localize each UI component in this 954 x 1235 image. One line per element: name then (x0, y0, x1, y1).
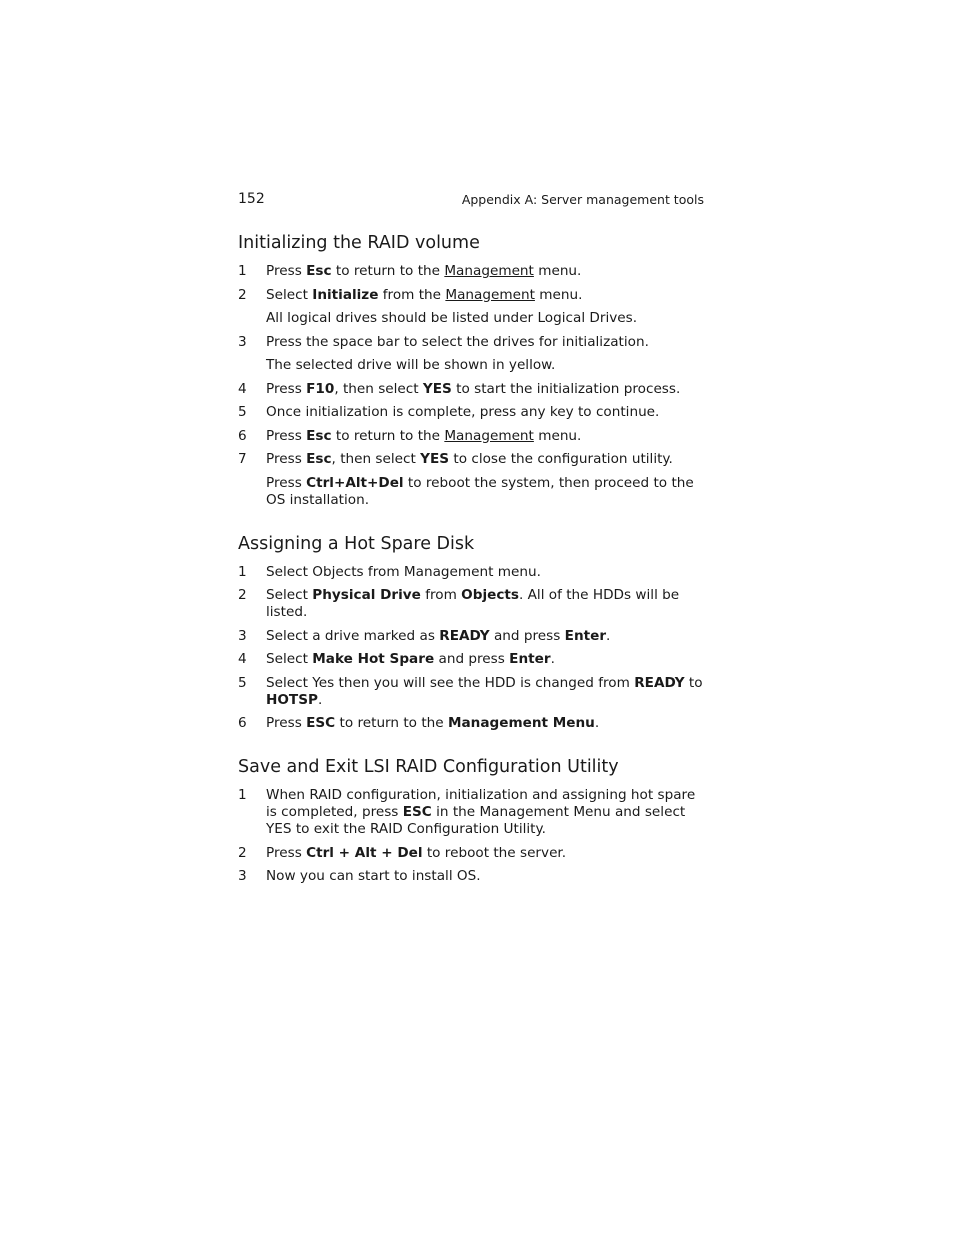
step-text: Select (266, 651, 313, 667)
step-text: All logical drives should be listed under Logical Drives. (266, 310, 638, 326)
menu-reference: Management (445, 286, 535, 303)
step-text: , then select (331, 451, 421, 467)
step-number: 2 (238, 587, 247, 603)
step-item (238, 263, 708, 280)
step-text: Press (266, 474, 307, 491)
step-item (238, 428, 708, 445)
step-text: . (550, 651, 555, 667)
section-initializing-raid (238, 232, 708, 509)
step-text: to return to the (331, 427, 445, 444)
step-item (238, 564, 708, 581)
step-text: menu. (533, 263, 582, 279)
step-text: , then select (334, 380, 423, 397)
key-term: Enter (509, 651, 551, 667)
step-note (238, 310, 708, 327)
step-number: 4 (238, 651, 247, 667)
running-header (238, 190, 708, 210)
key-term: ESC (306, 715, 336, 731)
manual-page (238, 190, 708, 892)
step-item (238, 715, 708, 732)
step-item (238, 334, 708, 351)
step-text: The selected drive will be shown in yellow. (266, 357, 556, 373)
step-text: . (606, 627, 611, 644)
step-text: and press (489, 627, 565, 644)
step-text: Now you can start to install OS. (266, 868, 481, 884)
key-term: Objects (461, 587, 519, 603)
step-number: 2 (238, 844, 247, 861)
step-text: and press (434, 651, 510, 667)
step-text: Press the space bar to select the drives for initialization. (266, 333, 649, 350)
step-text: Select Objects from Management menu. (266, 563, 541, 580)
key-term: Management Menu (447, 715, 595, 731)
step-text: to reboot the server. (422, 844, 567, 861)
step-text: menu. (534, 286, 583, 303)
step-number: 2 (238, 286, 247, 303)
section-save-exit (238, 756, 708, 885)
step-text: When RAID configuration, initialization and assigning hot spare is completed, press (266, 787, 696, 820)
step-text: Press (266, 263, 307, 279)
step-number: 4 (238, 380, 247, 397)
step-text: from the (378, 286, 446, 303)
step-text: . (594, 715, 600, 731)
key-term: READY (634, 674, 685, 691)
step-item (238, 404, 708, 421)
step-item (238, 787, 708, 838)
step-text: Press (266, 844, 307, 861)
step-number: 6 (238, 715, 247, 731)
steps-list (238, 263, 708, 509)
step-item (238, 451, 708, 468)
key-term: Enter (564, 627, 607, 644)
section-title: Initializing the RAID volume (238, 233, 480, 253)
step-text: to (684, 674, 703, 691)
key-term: Esc (306, 427, 332, 444)
steps-list (238, 564, 708, 733)
step-text: Once initialization is complete, press any key to continue. (266, 404, 660, 420)
step-text: to return to the (335, 715, 448, 731)
step-item (238, 587, 708, 621)
key-term: Esc (306, 451, 332, 467)
step-item (238, 381, 708, 398)
step-item (238, 287, 708, 304)
step-item (238, 845, 708, 862)
step-text: in the Management Menu and select YES to exit the RAID Configuration Utility. (266, 804, 686, 837)
step-text: Select Yes then you will see the HDD is changed from (266, 674, 635, 691)
step-text: Press (266, 427, 307, 444)
key-term: YES (422, 380, 452, 397)
step-text: . (317, 691, 323, 708)
step-item (238, 651, 708, 668)
step-text: . All of the HDDs will be listed. (266, 587, 680, 620)
section-title: Assigning a Hot Spare Disk (238, 533, 475, 554)
key-term: Ctrl + Alt + Del (306, 844, 423, 861)
step-note (238, 475, 708, 509)
step-text: to return to the (331, 263, 445, 279)
step-number: 3 (238, 333, 247, 350)
step-text: Select (266, 587, 313, 603)
step-number: 1 (238, 263, 247, 279)
step-item (238, 628, 708, 645)
key-term: HOTSP (266, 691, 318, 708)
step-number: 1 (238, 563, 247, 580)
step-text: Press (266, 451, 307, 467)
step-number: 1 (238, 787, 247, 803)
step-text: to close the configuration utility. (449, 451, 673, 467)
steps-list (238, 787, 708, 885)
step-text: to reboot the system, then proceed to the OS installation. (266, 474, 694, 508)
step-text: Press (266, 380, 307, 397)
page-number: 152 (238, 191, 265, 207)
step-number: 5 (238, 404, 247, 420)
section-title: Save and Exit LSI RAID Configuration Utility (238, 757, 619, 777)
step-number: 6 (238, 427, 247, 444)
step-number: 7 (238, 451, 247, 467)
key-term: Initialize (312, 286, 379, 303)
menu-reference: Management (444, 263, 534, 279)
key-term: READY (439, 627, 490, 644)
step-text: to start the initialization process. (451, 380, 681, 397)
step-number: 5 (238, 674, 247, 691)
key-term: F10 (306, 380, 335, 397)
step-number: 3 (238, 868, 247, 884)
step-number: 3 (238, 627, 247, 644)
step-text: menu. (533, 427, 582, 444)
step-text: Select (266, 286, 313, 303)
key-term: Physical Drive (312, 587, 421, 603)
header-title: Appendix A: Server management tools (461, 192, 704, 207)
key-term: YES (420, 451, 450, 467)
key-term: Make Hot Spare (312, 651, 435, 667)
step-text: Press (266, 715, 307, 731)
key-term: ESC (402, 804, 432, 820)
step-text: Select a drive marked as (266, 627, 440, 644)
step-item (238, 868, 708, 885)
step-note (238, 357, 708, 374)
key-term: Esc (306, 263, 332, 279)
key-term: Ctrl+Alt+Del (306, 474, 404, 491)
section-hot-spare (238, 533, 708, 733)
step-item (238, 675, 708, 709)
menu-reference: Management (444, 427, 534, 444)
step-text: from (420, 587, 462, 603)
